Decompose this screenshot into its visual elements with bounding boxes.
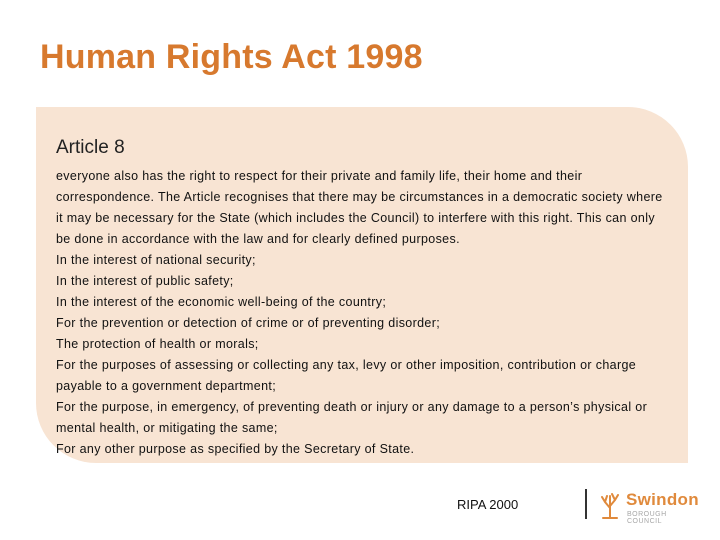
purpose-item: In the interest of national security;: [56, 253, 256, 267]
article-body: [56, 166, 668, 460]
purpose-item: In the interest of public safety;: [56, 274, 234, 288]
footer-divider: [585, 489, 587, 519]
purpose-item: For the purpose, in emergency, of preventing death or injury or any damage to a person’s physical or mental health, or mitigating the same;: [56, 400, 648, 435]
logo-subtitle: BOROUGH COUNCIL: [627, 511, 667, 525]
purpose-item: For any other purpose as specified by the Secretary of State.: [56, 442, 415, 456]
purpose-item: The protection of health or morals;: [56, 337, 259, 351]
purpose-item: For the prevention or detection of crime or of preventing disorder;: [56, 316, 441, 330]
article-intro-paragraph: everyone also has the right to respect for their private and family life, their home and their correspondence. The Article recognises that there may be circumstances in a democratic society where it may be necessary for the State (which includes the Council) to interfere with this right. This can only be done in accordance with the law and for clearly defined purposes.: [56, 169, 663, 246]
tree-icon: [599, 490, 621, 520]
purpose-item: In the interest of the economic well-being of the country;: [56, 295, 387, 309]
article-heading: Article 8: [56, 137, 125, 158]
slide-title: Human Rights Act 1998: [40, 38, 423, 76]
purpose-item: For the purposes of assessing or collecting any tax, levy or other imposition, contribution or charge payable to a government department;: [56, 358, 637, 393]
footer-label: RIPA 2000: [457, 497, 519, 512]
council-logo: [599, 489, 699, 523]
logo-name: Swindon: [626, 490, 699, 509]
